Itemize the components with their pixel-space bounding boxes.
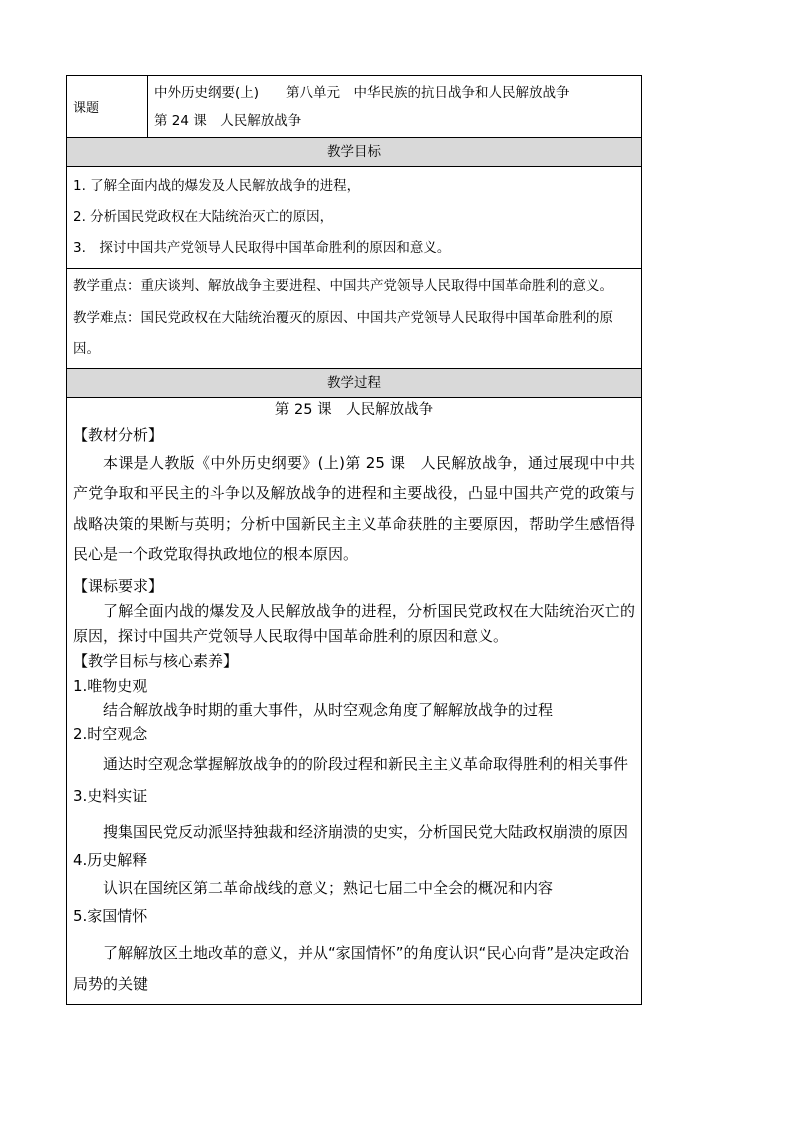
literacy-item-title: 2.时空观念 bbox=[73, 724, 148, 743]
topic-label: 课题 bbox=[67, 76, 148, 138]
textbook-analysis-text: 本课是人教版《中外历史纲要》(上)第 25 课 人民解放战争，通过展现中中共产党争取和平民主的斗争以及解放战争的进程和主要战役，凸显中国共产党的政策与战略决策的果断与英明；分析中国新民主主义革命获胜的主要原因，帮助学生感悟得民心是一个政党取得执政地位的根本原因。 bbox=[73, 453, 635, 563]
process-heading-row bbox=[67, 368, 642, 397]
literacy-item-title: 1.唯物史观 bbox=[73, 676, 148, 695]
lesson-plan-table bbox=[66, 75, 642, 1005]
goal-item: 3. 探讨中国共产党领导人民取得中国革命胜利的原因和意义。 bbox=[73, 240, 451, 256]
key-points bbox=[67, 269, 642, 369]
goal-item: 1. 了解全面内战的爆发及人民解放战争的进程， bbox=[73, 178, 361, 194]
teaching-focus: 教学重点：重庆谈判、解放战争主要进程、中国共产党领导人民取得中国革命胜利的意义。 bbox=[73, 278, 613, 294]
lesson-title: 第 25 课 人民解放战争 bbox=[274, 401, 434, 418]
literacy-item-text: 通达时空观念掌握解放战争的的阶段过程和新民主主义革命取得胜利的相关事件 bbox=[103, 754, 629, 773]
topic-title-line2: 第 24 课 人民解放战争 bbox=[154, 113, 302, 129]
goals-row bbox=[67, 167, 642, 269]
header-row bbox=[67, 76, 642, 138]
curriculum-standard-text: 了解全面内战的爆发及人民解放战争的进程，分析国民党政权在大陆统治灭亡的原因，探讨中国共产党领导人民取得中国革命胜利的原因和意义。 bbox=[73, 601, 635, 645]
literacy-item-title: 3.史料实证 bbox=[73, 786, 148, 805]
teaching-difficulty: 教学难点：国民党政权在大陆统治覆灭的原因、中国共产党领导人民取得中国革命胜利的原因。 bbox=[73, 309, 613, 357]
process-heading: 教学过程 bbox=[67, 368, 642, 397]
literacy-item-title: 4.历史解释 bbox=[73, 850, 148, 869]
core-literacy-heading: 【教学目标与核心素养】 bbox=[73, 651, 239, 670]
literacy-item-text: 了解解放区土地改革的意义，并从“家国情怀”的角度认识“民心向背”是决定政治局势的关键 bbox=[73, 943, 630, 993]
curriculum-standard-heading: 【课标要求】 bbox=[73, 576, 164, 595]
goals-heading-row bbox=[67, 138, 642, 167]
keys-row bbox=[67, 269, 642, 369]
literacy-item-text: 认识在国统区第二革命战线的意义；熟记七届二中全会的概况和内容 bbox=[103, 878, 554, 897]
literacy-item-title: 5.家国情怀 bbox=[73, 906, 148, 925]
topic-title-line1: 中外历史纲要(上) 第八单元 中华民族的抗日战争和人民解放战争 bbox=[154, 85, 570, 101]
topic-title bbox=[148, 76, 642, 138]
goals-heading: 教学目标 bbox=[67, 138, 642, 167]
literacy-item-text: 结合解放战争时期的重大事件，从时空观念角度了解解放战争的过程 bbox=[103, 700, 554, 719]
textbook-analysis-heading: 【教材分析】 bbox=[73, 425, 164, 444]
process-row bbox=[67, 397, 642, 1004]
literacy-item-text: 搜集国民党反动派坚持独裁和经济崩溃的史实，分析国民党大陆政权崩溃的原因 bbox=[103, 822, 629, 841]
goals-list bbox=[67, 167, 642, 269]
goal-item: 2. 分析国民党政权在大陆统治灭亡的原因， bbox=[73, 209, 334, 225]
process-content bbox=[67, 397, 642, 1004]
